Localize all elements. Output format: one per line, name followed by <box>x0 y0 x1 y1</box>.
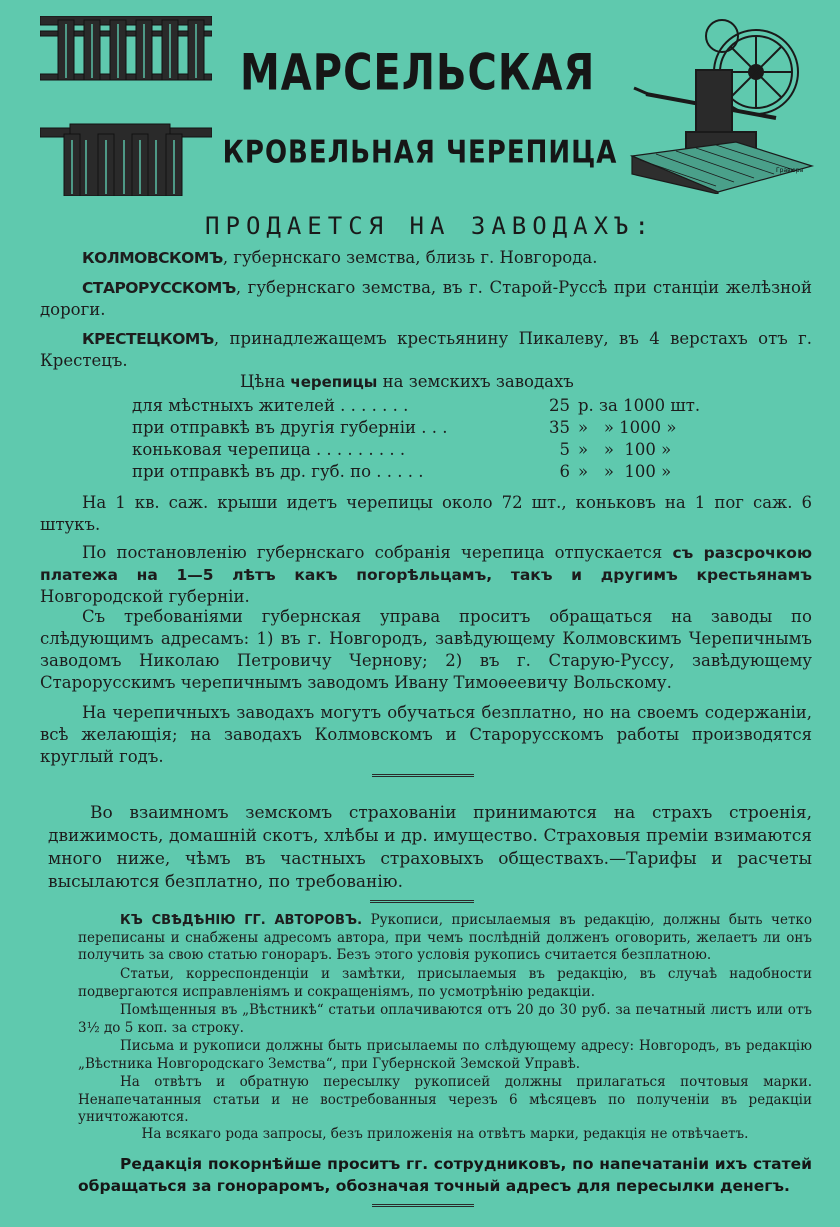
title-line-1: МАРСЕЛЬСКАЯ <box>240 44 596 102</box>
factory-text: , принадлежащемъ крестьянину Пикалеву, въ 4 верстахъ отъ г. Крестецъ. <box>40 329 812 370</box>
price-row: при отправкѣ въ другія губерніи . . . 35 » » 1000 » <box>132 418 677 437</box>
authors-p3: Помѣщенныя въ „Вѣстникѣ“ статьи оплачиваются отъ 20 до 30 руб. за печатный листъ или отъ 3½ до 5 коп. за строку. <box>78 1002 812 1036</box>
factory-kolmovo <box>40 247 812 269</box>
price-row: для мѣстныхъ жителей . . . . . . . 25 р. за 1000 шт. <box>132 396 701 415</box>
factory-name: КРЕСТЕЦКОМЪ <box>82 330 214 348</box>
factory-name: СТАРОРУССКОМЪ <box>82 279 236 297</box>
authors-p6: На всякаго рода запросы, безъ приложенія на отвѣтъ марки, редакція не отвѣчаетъ. <box>141 1126 749 1142</box>
price-list <box>132 396 732 484</box>
factory-name: КОЛМОВСКОМЪ <box>82 249 223 267</box>
tile-press-machine-illustration <box>626 14 816 194</box>
machine-caption: Гравюра <box>776 167 804 174</box>
subheading: ПРОДАЕТСЯ НА ЗАВОДАХЪ: <box>205 212 655 240</box>
tile-stack-illustration <box>40 16 212 196</box>
editorial-closing: Редакція покорнѣйше проситъ гг. сотрудниковъ, по напечатаніи ихъ статей обращаться за гонораромъ, обозначая точный адресъ для пересылки денегъ. <box>78 1155 812 1195</box>
factory-text: , губернскаго земства, близь г. Новгорода. <box>222 248 598 267</box>
authors-p4: Письма и рукописи должны быть присылаемы по слѣдующему адресу: Новгородъ, въ редакцію „Вѣстника Новгородскаго Земства“, при Губернской Земской Управѣ. <box>78 1038 812 1072</box>
factory-text: , губернскаго земства, въ г. Старой-Руссѣ при станціи желѣзной дороги. <box>40 278 812 319</box>
factory-staraya-russa <box>40 277 812 321</box>
authors-notice: КЪ СВѢДѢНІЮ ГГ. АВТОРОВЪ. Рукописи, присылаемыя въ редакцію, должны быть четко переписаны и снабжены адресомъ автора, при чемъ послѣдній долженъ оговорить, желаетъ ли онъ получить за свою статью гонораръ. Безъ этого условія рукопись считается безплатною. <box>78 912 812 963</box>
price-heading: Цѣна черепицы на земскихъ заводахъ <box>240 372 574 391</box>
divider <box>372 774 474 777</box>
divider <box>370 900 474 903</box>
divider <box>372 1204 474 1207</box>
tiles-per-sazhen: На 1 кв. саж. крыши идетъ черепицы около 72 шт., коньковъ на 1 пог саж. 6 штукъ. <box>40 493 812 534</box>
installment-paragraph: По постановленію губернскаго собранія черепица отпускается съ разсрочкою платежа на 1—5 лѣтъ какъ погорѣльцамъ, такъ и другимъ крестьянамъ Новгородской губерніи. <box>40 543 813 606</box>
addresses-paragraph: Съ требованіями губернская управа проситъ обращаться на заводы по слѣдующимъ адресамъ: 1) въ г. Новгородъ, завѣдующему Колмовскимъ Черепичнымъ заводомъ Николаю Петровичу Чернову; 2) въ г. Старую-Руссу, завѣдующему Старорусскимъ черепичнымъ заводомъ Ивану Тимоѳеевичу Вольскому. <box>40 607 812 692</box>
authors-p5: На отвѣтъ и обратную пересылку рукописей должны прилагаться почтовыя марки. Ненапечатанныя статьи и не востребованныя черезъ 6 мѣсяцевъ по полученіи въ редакціи уничтожаются. <box>78 1074 812 1125</box>
authors-heading: КЪ СВѢДѢНІЮ ГГ. АВТОРОВЪ. <box>120 913 363 928</box>
training-paragraph: На черепичныхъ заводахъ могутъ обучаться безплатно, но на своемъ содержаніи, всѣ желающія; на заводахъ Колмовскомъ и Старорусскомъ работы производятся круглый годъ. <box>40 703 812 766</box>
insurance-paragraph: Во взаимномъ земскомъ страхованіи принимаются на страхъ строенія, движимость, домашній скотъ, хлѣбы и др. имущество. Страховыя преміи взимаются много ниже, чѣмъ въ частныхъ страховыхъ обществахъ.—Тарифы и расчеты высылаются безплатно, по требованію. <box>48 803 812 892</box>
authors-p2: Статьи, корреспонденціи и замѣтки, присылаемыя въ редакцію, въ случаѣ надобности подвергаются исправленіямъ и сокращеніямъ, по усмотрѣнію редакціи. <box>78 966 812 1000</box>
factory-krestets <box>40 328 812 372</box>
price-row: коньковая черепица . . . . . . . . . 5 » » 100 » <box>132 440 672 459</box>
title-line-2: КРОВЕЛЬНАЯ ЧЕРЕПИЦА <box>222 135 618 171</box>
price-row: при отправкѣ въ др. губ. по . . . . . 6 » » 100 » <box>132 462 672 481</box>
